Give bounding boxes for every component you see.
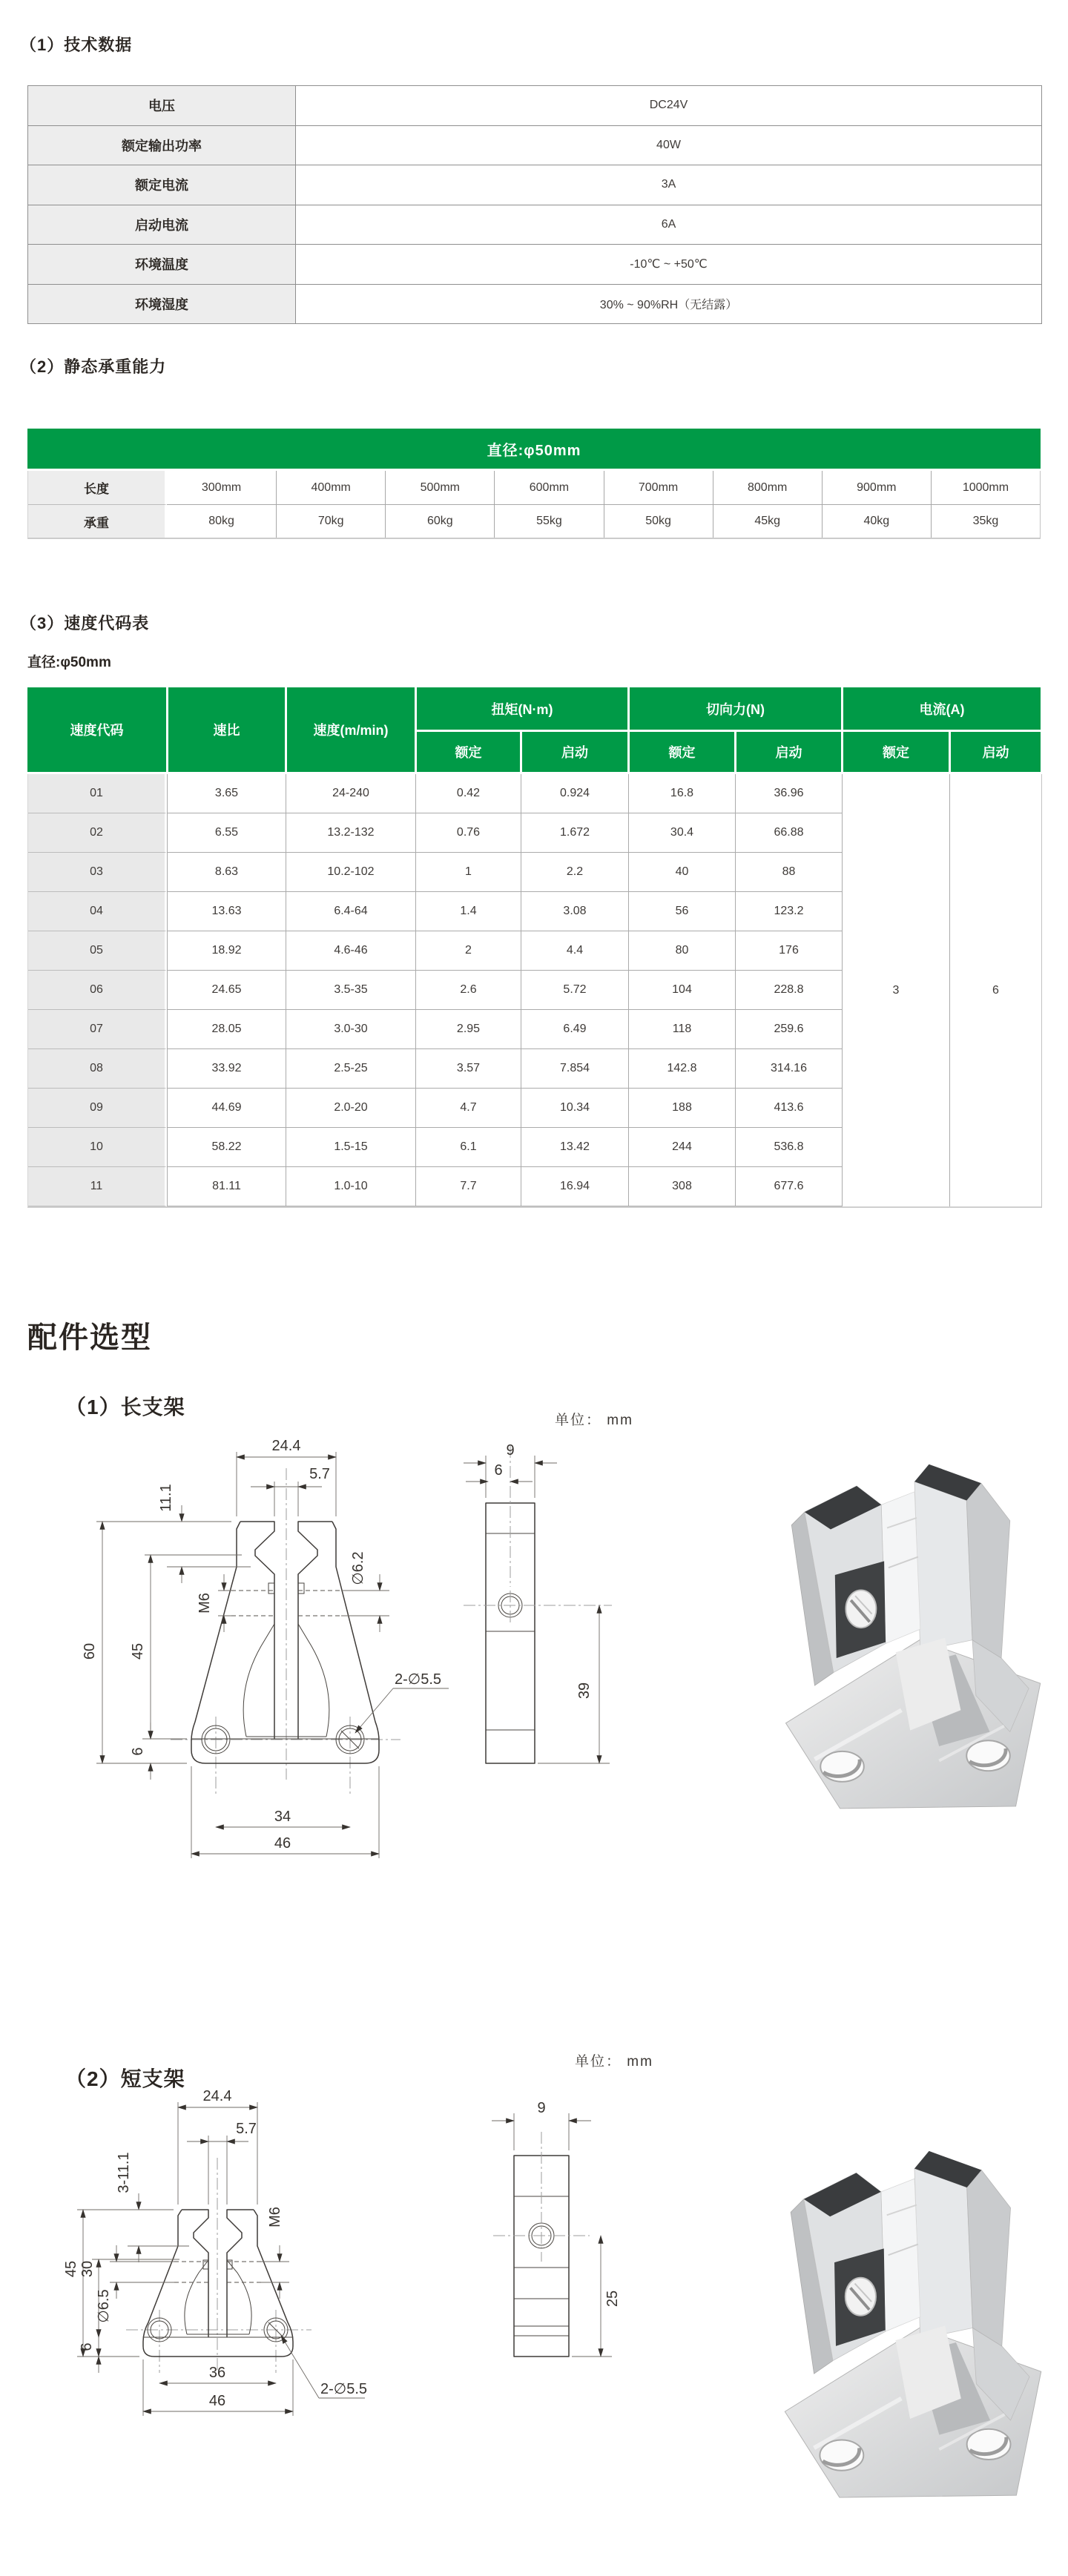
length-cell: 700mm xyxy=(604,471,713,504)
speed-cell: 0.42 xyxy=(415,774,521,813)
dim-hole-note: 2-∅5.5 xyxy=(320,2381,368,2397)
speed-cell: 18.92 xyxy=(167,931,286,971)
speed-cell: 6.49 xyxy=(521,1010,628,1049)
dim-mid-height: 45 xyxy=(130,1642,146,1660)
capacity-cell: 50kg xyxy=(604,504,713,538)
header-torque: 扭矩(N·m) xyxy=(415,687,627,730)
speed-cell: 314.16 xyxy=(735,1049,842,1089)
speed-cell: 88 xyxy=(735,853,842,892)
diameter-subtitle: 直径:φ50mm xyxy=(27,655,111,670)
speed-cell: 104 xyxy=(628,971,735,1010)
speed-cell: 5.72 xyxy=(521,971,628,1010)
dim-base-width: 46 xyxy=(274,1835,291,1852)
dim-thread: M6 xyxy=(197,1593,213,1614)
speed-cell: 33.92 xyxy=(167,1049,286,1089)
dim-hole-dia: ∅6.5 xyxy=(96,2289,112,2323)
dim-base-height: 6 xyxy=(130,1747,146,1756)
tech-value-cell: 40W xyxy=(296,126,1041,165)
speed-code-cell: 09 xyxy=(28,1089,167,1128)
speed-cell: 2.95 xyxy=(415,1010,521,1049)
speed-cell: 81.11 xyxy=(167,1167,286,1206)
header-tangential: 切向力(N) xyxy=(627,687,841,730)
speed-cell: 308 xyxy=(628,1167,735,1206)
dim-side-height: 25 xyxy=(604,2290,621,2308)
speed-cell: 4.6-46 xyxy=(286,931,415,971)
render-3d-short-bracket xyxy=(760,2110,1068,2499)
table-row xyxy=(28,165,1041,205)
header-speed: 速度(m/min) xyxy=(285,687,415,772)
speed-cell: 2 xyxy=(415,931,521,971)
speed-cell: 1.4 xyxy=(415,892,521,931)
length-cell: 800mm xyxy=(713,471,822,504)
speed-cell: 7.854 xyxy=(521,1049,628,1089)
front-view-dimensions xyxy=(63,2088,367,2416)
accessories-heading: 配件选型 xyxy=(27,1321,152,1354)
tech-label-cell: 环境温度 xyxy=(28,245,296,284)
length-row-label: 长度 xyxy=(28,471,167,504)
section2-heading: （2）静态承重能力 xyxy=(20,357,167,376)
capacity-cell: 55kg xyxy=(494,504,603,538)
speed-cell: 6.4-64 xyxy=(286,892,415,931)
tech-label-cell: 环境湿度 xyxy=(28,285,296,324)
speed-cell: 176 xyxy=(735,931,842,971)
speed-cell: 1.0-10 xyxy=(286,1167,415,1206)
dim-base-height: 6 xyxy=(79,2342,95,2351)
speed-cell: 142.8 xyxy=(628,1049,735,1089)
speed-cell: 13.42 xyxy=(521,1128,628,1167)
front-view-dimensions xyxy=(82,1438,449,1858)
speed-cell: 3.08 xyxy=(521,892,628,931)
dim-hole-spacing: 36 xyxy=(208,2365,226,2381)
speed-cell: 40 xyxy=(628,853,735,892)
current-rated-merged-cell: 3 xyxy=(842,774,949,1206)
header-start: 启动 xyxy=(949,730,1041,772)
speed-cell: 188 xyxy=(628,1089,735,1128)
speed-cell: 24.65 xyxy=(167,971,286,1010)
table-row xyxy=(28,504,1040,538)
dim-top-width: 24.4 xyxy=(202,2088,232,2104)
length-cell: 900mm xyxy=(822,471,931,504)
header-start: 启动 xyxy=(520,730,627,772)
table-row xyxy=(28,284,1041,324)
speed-cell: 228.8 xyxy=(735,971,842,1010)
table-row xyxy=(28,125,1041,165)
dim-side-offset: 6 xyxy=(494,1462,503,1479)
tech-value-cell: DC24V xyxy=(296,86,1041,125)
speed-cell: 30.4 xyxy=(628,813,735,853)
section3-heading: （3）速度代码表 xyxy=(20,614,150,633)
render-3d-long-bracket xyxy=(771,1413,1061,1820)
speed-cell: 44.69 xyxy=(167,1089,286,1128)
speed-code-cell: 10 xyxy=(28,1128,167,1167)
table-row xyxy=(28,471,1040,504)
speed-cell: 8.63 xyxy=(167,853,286,892)
speed-cell: 16.8 xyxy=(628,774,735,813)
speed-cell: 6.1 xyxy=(415,1128,521,1167)
dim-hole-note: 2-∅5.5 xyxy=(395,1671,442,1688)
speed-cell: 118 xyxy=(628,1010,735,1049)
speed-cell: 10.34 xyxy=(521,1089,628,1128)
length-cell: 500mm xyxy=(385,471,494,504)
dim-side-width: 9 xyxy=(506,1442,515,1459)
speed-cell: 3.57 xyxy=(415,1049,521,1089)
speed-code-cell: 07 xyxy=(28,1010,167,1049)
capacity-cell: 40kg xyxy=(822,504,931,538)
load-table-body xyxy=(27,471,1041,539)
header-rated: 额定 xyxy=(841,730,949,772)
speed-cell: 13.2-132 xyxy=(286,813,415,853)
long-bracket-heading: （1）长支架 xyxy=(65,1396,185,1419)
dim-base-width: 46 xyxy=(208,2393,226,2409)
dim-side-height: 39 xyxy=(576,1682,593,1700)
dim-arm-height: 3-11.1 xyxy=(116,2152,132,2193)
capacity-row-label: 承重 xyxy=(28,504,167,538)
speed-cell: 0.76 xyxy=(415,813,521,853)
speed-code-cell: 02 xyxy=(28,813,167,853)
long-bracket-drawing xyxy=(59,1401,653,1861)
speed-cell: 13.63 xyxy=(167,892,286,931)
dim-slot: 5.7 xyxy=(309,1466,330,1482)
tech-value-cell: 3A xyxy=(296,165,1041,205)
speed-cell: 2.5-25 xyxy=(286,1049,415,1089)
speed-cell: 66.88 xyxy=(735,813,842,853)
dim-slot: 5.7 xyxy=(236,2121,257,2137)
tech-value-cell: 6A xyxy=(296,205,1041,245)
speed-cell: 244 xyxy=(628,1128,735,1167)
speed-cell: 2.6 xyxy=(415,971,521,1010)
dim-mid-height: 30 xyxy=(79,2260,96,2278)
speed-cell: 413.6 xyxy=(735,1089,842,1128)
dim-arm-height: 11.1 xyxy=(158,1484,174,1512)
table-row xyxy=(28,86,1041,125)
speed-cell: 677.6 xyxy=(735,1167,842,1206)
speed-cell: 36.96 xyxy=(735,774,842,813)
speed-cell: 2.2 xyxy=(521,853,628,892)
dim-top-width: 24.4 xyxy=(271,1438,301,1454)
capacity-cell: 45kg xyxy=(713,504,822,538)
speed-code-cell: 03 xyxy=(28,853,167,892)
tech-value-cell: -10℃ ~ +50℃ xyxy=(296,245,1041,284)
dim-hole-dia: ∅6.2 xyxy=(350,1551,366,1585)
speed-cell: 10.2-102 xyxy=(286,853,415,892)
header-rated: 额定 xyxy=(627,730,734,772)
speed-cell: 3.65 xyxy=(167,774,286,813)
capacity-cell: 35kg xyxy=(931,504,1040,538)
speed-table-header xyxy=(27,687,1041,772)
tech-label-cell: 额定输出功率 xyxy=(28,126,296,165)
tech-label-cell: 电压 xyxy=(28,86,296,125)
speed-table-body xyxy=(27,774,1042,1208)
length-cell: 600mm xyxy=(494,471,603,504)
unit-label: 单位： mm xyxy=(575,2054,653,2070)
speed-cell: 2.0-20 xyxy=(286,1089,415,1128)
speed-cell: 56 xyxy=(628,892,735,931)
length-cell: 400mm xyxy=(276,471,385,504)
speed-cell: 536.8 xyxy=(735,1128,842,1167)
header-ratio: 速比 xyxy=(166,687,285,772)
table-row xyxy=(28,205,1041,245)
unit-label: 单位： mm xyxy=(555,1413,633,1428)
dim-total-height: 45 xyxy=(63,2260,79,2278)
short-bracket-heading: （2）短支架 xyxy=(65,2067,185,2090)
length-cell: 300mm xyxy=(167,471,276,504)
length-cell: 1000mm xyxy=(931,471,1040,504)
speed-cell: 6.55 xyxy=(167,813,286,853)
dim-hole-spacing: 34 xyxy=(274,1809,291,1825)
header-code: 速度代码 xyxy=(27,687,166,772)
speed-cell: 3.5-35 xyxy=(286,971,415,1010)
capacity-cell: 80kg xyxy=(167,504,276,538)
speed-cell: 7.7 xyxy=(415,1167,521,1206)
diameter-header: 直径:φ50mm xyxy=(27,429,1041,469)
short-bracket-drawing xyxy=(59,2047,653,2451)
speed-cell: 1.672 xyxy=(521,813,628,853)
speed-code-cell: 05 xyxy=(28,931,167,971)
speed-code-cell: 06 xyxy=(28,971,167,1010)
current-start-merged-cell: 6 xyxy=(949,774,1041,1206)
speed-cell: 259.6 xyxy=(735,1010,842,1049)
speed-cell: 24-240 xyxy=(286,774,415,813)
header-start: 启动 xyxy=(734,730,841,772)
tech-label-cell: 额定电流 xyxy=(28,165,296,205)
speed-cell: 28.05 xyxy=(167,1010,286,1049)
speed-cell: 1.5-15 xyxy=(286,1128,415,1167)
header-rated: 额定 xyxy=(415,730,520,772)
section1-heading: （1）技术数据 xyxy=(20,36,133,54)
header-current: 电流(A) xyxy=(841,687,1041,730)
tech-value-cell: 30% ~ 90%RH（无结露） xyxy=(296,285,1041,324)
speed-cell: 0.924 xyxy=(521,774,628,813)
speed-cell: 3.0-30 xyxy=(286,1010,415,1049)
speed-code-cell: 01 xyxy=(28,774,167,813)
speed-cell: 16.94 xyxy=(521,1167,628,1206)
speed-cell: 123.2 xyxy=(735,892,842,931)
side-view xyxy=(493,2132,590,2357)
speed-cell: 1 xyxy=(415,853,521,892)
speed-code-cell: 11 xyxy=(28,1167,167,1206)
table-row xyxy=(28,244,1041,284)
side-view-dimensions xyxy=(492,2100,621,2357)
speed-code-cell: 04 xyxy=(28,892,167,931)
front-view xyxy=(143,2210,293,2357)
tech-data-table xyxy=(27,85,1042,324)
dim-thread: M6 xyxy=(267,2207,283,2227)
speed-cell: 4.4 xyxy=(521,931,628,971)
speed-code-cell: 08 xyxy=(28,1049,167,1089)
tech-label-cell: 启动电流 xyxy=(28,205,296,245)
capacity-cell: 60kg xyxy=(385,504,494,538)
dim-side-width: 9 xyxy=(537,2100,546,2116)
static-load-table xyxy=(27,429,1041,539)
speed-cell: 58.22 xyxy=(167,1128,286,1167)
capacity-cell: 70kg xyxy=(276,504,385,538)
dim-total-height: 60 xyxy=(82,1642,98,1660)
speed-cell: 4.7 xyxy=(415,1089,521,1128)
speed-cell: 80 xyxy=(628,931,735,971)
